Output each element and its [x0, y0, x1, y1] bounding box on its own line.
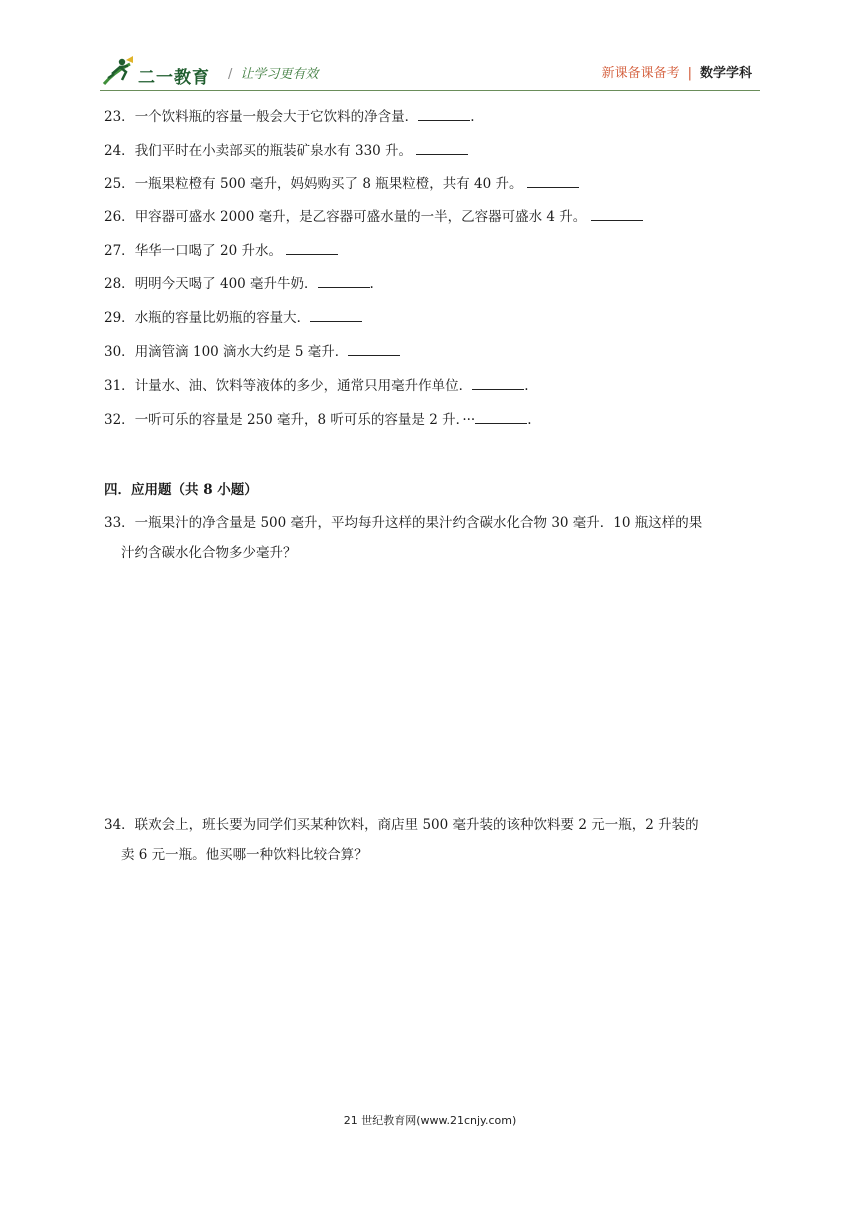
answer-blank	[348, 341, 400, 356]
section-title: 四．应用题（共 8 小题）	[104, 482, 258, 498]
question-number: 28．	[104, 276, 135, 292]
question-30	[104, 341, 400, 362]
question-text: 计量水、油、饮料等液体的多少，通常只用毫升作单位．	[134, 378, 473, 394]
question-text: 一听可乐的容量是 250 毫升，8 听可乐的容量是 2 升．···	[134, 412, 476, 428]
answer-blank	[527, 173, 579, 188]
answer-blank	[475, 409, 527, 424]
header-separator: |	[687, 66, 692, 81]
question-number: 24．	[104, 143, 135, 159]
question-28	[104, 273, 374, 294]
problem-line: 34．联欢会上，班长要为同学们买某种饮料，商店里 500 毫升装的该种饮料要 2 元一瓶，2 升装的	[104, 817, 699, 833]
question-number: 27．	[104, 243, 135, 259]
question-24	[104, 140, 468, 161]
answer-blank	[416, 140, 468, 155]
question-number: 31．	[104, 378, 135, 394]
answer-blank	[591, 206, 643, 221]
answer-blank	[310, 307, 362, 322]
question-text: 我们平时在小卖部买的瓶装矿泉水有 330 升。	[134, 143, 417, 159]
question-text: 甲容器可盛水 2000 毫升，是乙容器可盛水量的一半，乙容器可盛水 4 升。	[134, 209, 591, 225]
question-29	[104, 307, 362, 328]
question-number: 23．	[104, 109, 135, 125]
question-text: 明明今天喝了 400 毫升牛奶．	[134, 276, 318, 292]
question-number: 32．	[104, 412, 135, 428]
question-26	[104, 206, 643, 227]
question-text: 一瓶果粒橙有 500 毫升，妈妈购买了 8 瓶果粒橙，共有 40 升。	[134, 176, 527, 192]
answer-blank	[286, 240, 338, 255]
answer-blank	[318, 273, 370, 288]
header-subject-label: 数学学科	[699, 66, 752, 81]
problem-line: 汁约含碳水化合物多少毫升？	[121, 545, 297, 561]
problem-34	[104, 810, 764, 870]
question-number: 29．	[104, 310, 135, 326]
answer-blank	[418, 106, 470, 121]
slogan-text: 让学习更有效	[240, 67, 319, 82]
question-25	[104, 173, 579, 194]
runner-logo-icon	[100, 54, 136, 88]
question-tail: .	[369, 276, 374, 292]
question-27	[104, 240, 338, 261]
slogan	[228, 63, 318, 82]
problem-33	[104, 508, 764, 568]
question-number: 30．	[104, 344, 135, 360]
problem-line: 33．一瓶果汁的净含量是 500 毫升，平均每升这样的果汁约含碳水化合物 30 毫升．10 瓶这样的果	[104, 515, 703, 531]
question-text: 华华一口喝了 20 升水。	[134, 243, 287, 259]
question-23	[104, 106, 474, 127]
question-32	[104, 409, 532, 430]
question-text: 用滴管滴 100 滴水大约是 5 毫升．	[134, 344, 349, 360]
question-text: 水瓶的容量比奶瓶的容量大．	[134, 310, 311, 326]
question-31	[104, 375, 528, 396]
header-right	[602, 62, 752, 81]
header-course-label: 新课备课备考	[601, 66, 680, 81]
slash-divider: /	[228, 67, 233, 82]
page-header	[100, 54, 760, 91]
problem-line: 卖 6 元一瓶。他买哪一种饮料比较合算？	[121, 847, 368, 863]
logo	[100, 54, 220, 88]
question-number: 26．	[104, 209, 135, 225]
question-number: 25．	[104, 176, 135, 192]
question-tail: .	[527, 412, 532, 428]
page-footer: 21 世纪教育网(www.21cnjy.com)	[343, 1114, 517, 1127]
answer-blank	[472, 375, 524, 390]
question-tail: .	[524, 378, 529, 394]
question-tail: .	[470, 109, 475, 125]
question-text: 一个饮料瓶的容量一般会大于它饮料的净含量．	[134, 109, 419, 125]
logo-text: 二一教育	[138, 68, 210, 88]
